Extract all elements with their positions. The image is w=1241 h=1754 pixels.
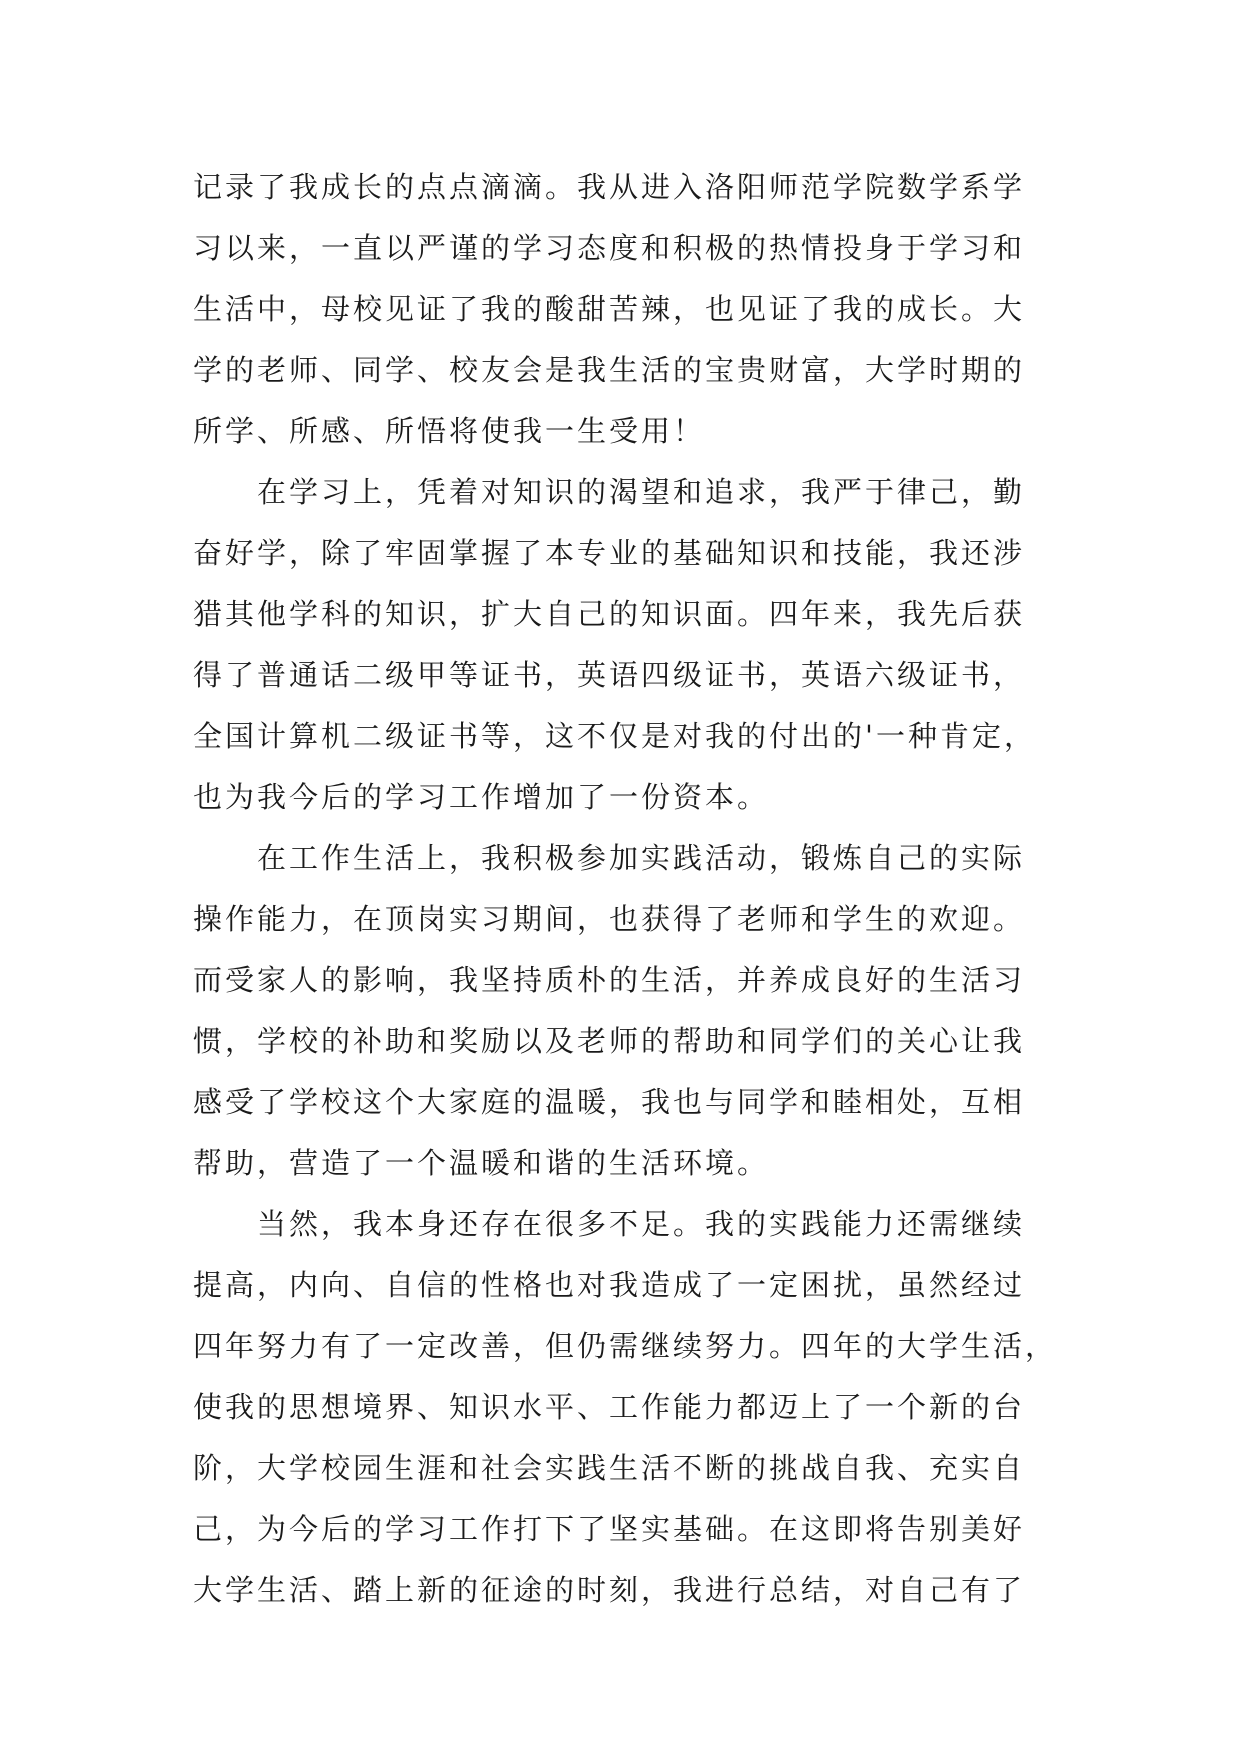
- text-line: 提高，内向、自信的性格也对我造成了一定困扰，虽然经过: [193, 1268, 1026, 1302]
- paragraph-2: [193, 462, 1053, 828]
- text-line: 猎其他学科的知识，扩大自己的知识面。四年来，我先后获: [193, 597, 1026, 631]
- text-line: 记录了我成长的点点滴滴。我从进入洛阳师范学院数学系学: [193, 170, 1026, 204]
- text-line: 四年努力有了一定改善，但仍需继续努力。四年的大学生活，: [193, 1329, 1058, 1363]
- paragraph-1: [193, 157, 1053, 462]
- text-line: 大学生活、踏上新的征途的时刻，我进行总结，对自己有了: [193, 1573, 1026, 1607]
- text-line: 使我的思想境界、知识水平、工作能力都迈上了一个新的台: [193, 1390, 1026, 1424]
- text-line: 在学习上，凭着对知识的渴望和追求，我严于律己，勤: [257, 475, 1026, 509]
- text-line: 得了普通话二级甲等证书，英语四级证书，英语六级证书，: [193, 658, 1026, 692]
- text-line: 己，为今后的学习工作打下了坚实基础。在这即将告别美好: [193, 1512, 1026, 1546]
- text-line: 当然，我本身还存在很多不足。我的实践能力还需继续: [257, 1207, 1026, 1241]
- text-line: 生活中，母校见证了我的酸甜苦辣，也见证了我的成长。大: [193, 292, 1026, 326]
- paragraph-4: [193, 1194, 1058, 1621]
- text-line: 所学、所感、所悟将使我一生受用！: [193, 414, 706, 448]
- text-line: 奋好学，除了牢固掌握了本专业的基础知识和技能，我还涉: [193, 536, 1026, 570]
- text-line: 全国计算机二级证书等，这不仅是对我的付出的'一种肯定，: [193, 719, 1036, 753]
- text-line: 也为我今后的学习工作增加了一份资本。: [193, 780, 770, 814]
- text-line: 习以来，一直以严谨的学习态度和积极的热情投身于学习和: [193, 231, 1026, 265]
- text-line: 感受了学校这个大家庭的温暖，我也与同学和睦相处，互相: [193, 1085, 1026, 1119]
- text-line: 帮助，营造了一个温暖和谐的生活环境。: [193, 1146, 770, 1180]
- text-line: 阶，大学校园生涯和社会实践生活不断的挑战自我、充实自: [193, 1451, 1026, 1485]
- text-line: 学的老师、同学、校友会是我生活的宝贵财富，大学时期的: [193, 353, 1026, 387]
- paragraph-3: [193, 828, 1053, 1194]
- text-line: 操作能力，在顶岗实习期间，也获得了老师和学生的欢迎。: [193, 902, 1026, 936]
- document-body: [193, 157, 1058, 1621]
- text-line: 而受家人的影响，我坚持质朴的生活，并养成良好的生活习: [193, 963, 1026, 997]
- text-line: 惯，学校的补助和奖励以及老师的帮助和同学们的关心让我: [193, 1024, 1026, 1058]
- text-line: 在工作生活上，我积极参加实践活动，锻炼自己的实际: [257, 841, 1026, 875]
